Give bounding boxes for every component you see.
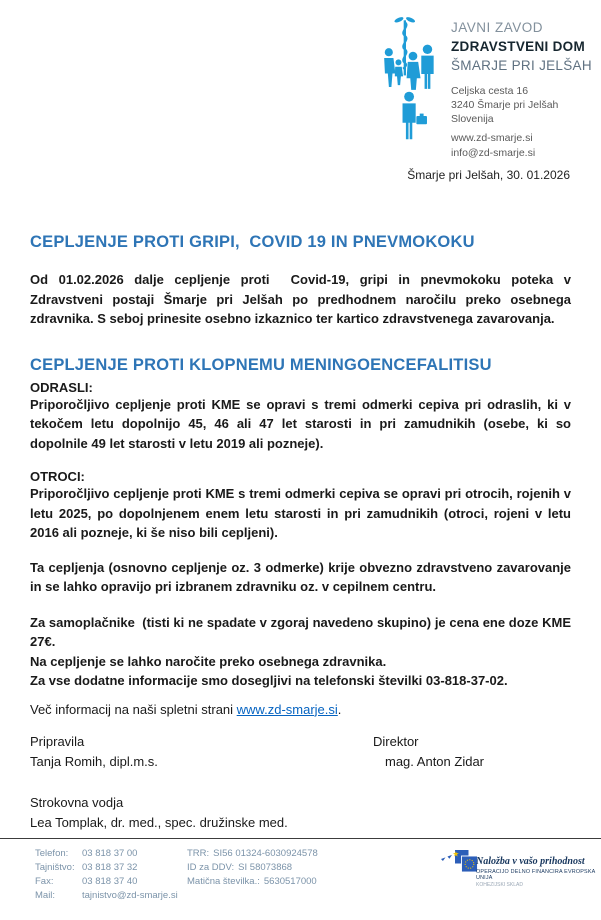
section-title-flu-covid: CEPLJENJE PROTI GRIPI, COVID 19 IN PNEVMOKOKU: [30, 233, 475, 251]
prepared-name: Tanja Romih, dipl.m.s.: [30, 753, 158, 769]
org-address: [451, 84, 601, 126]
lead-label: Strokovna vodja: [30, 794, 124, 810]
org-type: JAVNI ZAVOD: [451, 20, 544, 35]
footer-row-phone: Telefon: 03 818 37 00: [35, 848, 138, 859]
address-city: 3240 Šmarje pri Jelšah: [451, 99, 559, 111]
footer-row-fax: Fax: 03 818 37 40: [35, 876, 138, 887]
prepared-by-block: [30, 732, 571, 772]
children-label: OTROCI:: [30, 469, 85, 484]
letter-body: [30, 233, 575, 833]
website-link[interactable]: www.zd-smarje.si: [236, 701, 338, 717]
org-website: www.zd-smarje.si: [451, 132, 533, 144]
letterhead: [451, 18, 601, 161]
footer-row-trr: TRR: SI56 01324-6030924578: [187, 848, 318, 859]
address-country: Slovenija: [451, 113, 494, 125]
footer-row-mail: Mail: tajnistvo@zd-smarje.si: [35, 890, 178, 901]
footer-divider: [0, 838, 601, 839]
dateline: Šmarje pri Jelšah, 30. 01.2026: [407, 168, 570, 182]
org-email: info@zd-smarje.si: [451, 147, 536, 159]
paragraph-children: Priporočljivo cepljenje proti KME s tremi odmerki cepiva se opravi pri otrocih, rojenih v letu 2025, po dopolnjenem enem letu starosti in pri zamudnikih (otroci, rojeni v letu 2016 ali pozneje, ki še niso bili cepljeni).: [30, 486, 575, 540]
eu-subline: OPERACIJO DELNO FINANCIRA EVROPSKA UNIJA: [476, 869, 596, 881]
paragraph-flu-covid: Od 01.02.2026 dalje cepljenje proti Covid-19, gripi in pnevmokoku poteka v Zdravstveni postaji Šmarje pri Jelšah po predhodnem naročilu preko osebnega zdravnika. S seboj prinesite osebno izkaznico ter kartico zdravstvenega zavarovanja.: [30, 272, 575, 326]
paragraph-booking: Na cepljenje se lahko naročite preko osebnega zdravnika.: [30, 653, 387, 669]
paragraph-coverage: Ta cepljenja (osnovno cepljenje oz. 3 odmerke) krije obvezno zdravstveno zavarovanje in se lahko opravijo pri izbranem zdravniku oz. v cepilnem centru.: [30, 559, 575, 594]
footer-row-regnum: Matična številka.: 5630517000: [187, 876, 317, 887]
director-block: [373, 732, 484, 772]
footer-contacts: [35, 847, 178, 903]
prepared-label: Pripravila: [30, 733, 85, 749]
eu-fund-name: KOHEZIJSKI SKLAD: [476, 882, 523, 888]
director-name: mag. Anton Zidar: [385, 753, 484, 769]
paragraph-phone: Za vse dodatne informacije smo dosegljivi na telefonski številki 03-818-37-02.: [30, 673, 508, 688]
section-title-kme: CEPLJENJE PROTI KLOPNEMU MENINGOENCEFALITISU: [30, 355, 492, 374]
footer-row-vat: ID za DDV: SI 58073868: [187, 862, 293, 873]
org-name: ZDRAVSTVENI DOM: [451, 39, 586, 54]
more-info-suffix: .: [337, 701, 342, 717]
clinic-logo: [383, 12, 441, 162]
org-place: ŠMARJE PRI JELŠAH: [451, 58, 592, 73]
eu-tagline: Naložba v vašo prihodnost: [476, 856, 585, 867]
org-contacts: [451, 131, 601, 161]
director-label: Direktor: [373, 733, 419, 749]
caduceus-family-icon: [383, 12, 441, 162]
paragraph-adults: Priporočljivo cepljenje proti KME se opravi s tremi odmerki cepiva pri odraslih, ki v tekočem letu dopolnijo 45, 46 ali 47 let starosti in pri zamudnikih (osebe, ki so dopolnile 49 let starosti v letu 2019 ali pozneje).: [30, 396, 575, 451]
lead-name: Lea Tomplak, dr. med., spec. družinske med.: [30, 814, 288, 830]
paragraph-selfpay: Za samoplačnike (tisti ki ne spadate v zgoraj navedeno skupino) je cena ene doze KME 27€.: [30, 614, 575, 649]
svg-text:★: ★: [452, 849, 460, 859]
signature-row: [30, 732, 571, 772]
address-street: Celjska cesta 16: [451, 85, 529, 97]
eu-logo-text: [476, 856, 596, 888]
footer-row-secretariat: Tajništvo: 03 818 37 32: [35, 862, 138, 873]
footer-registry: [187, 847, 318, 889]
lead-block: [30, 793, 571, 833]
more-info-prefix: Več informacij na naši spletni strani: [30, 701, 237, 717]
adults-label: ODRASLI:: [30, 379, 93, 395]
more-info-line: [30, 700, 571, 719]
